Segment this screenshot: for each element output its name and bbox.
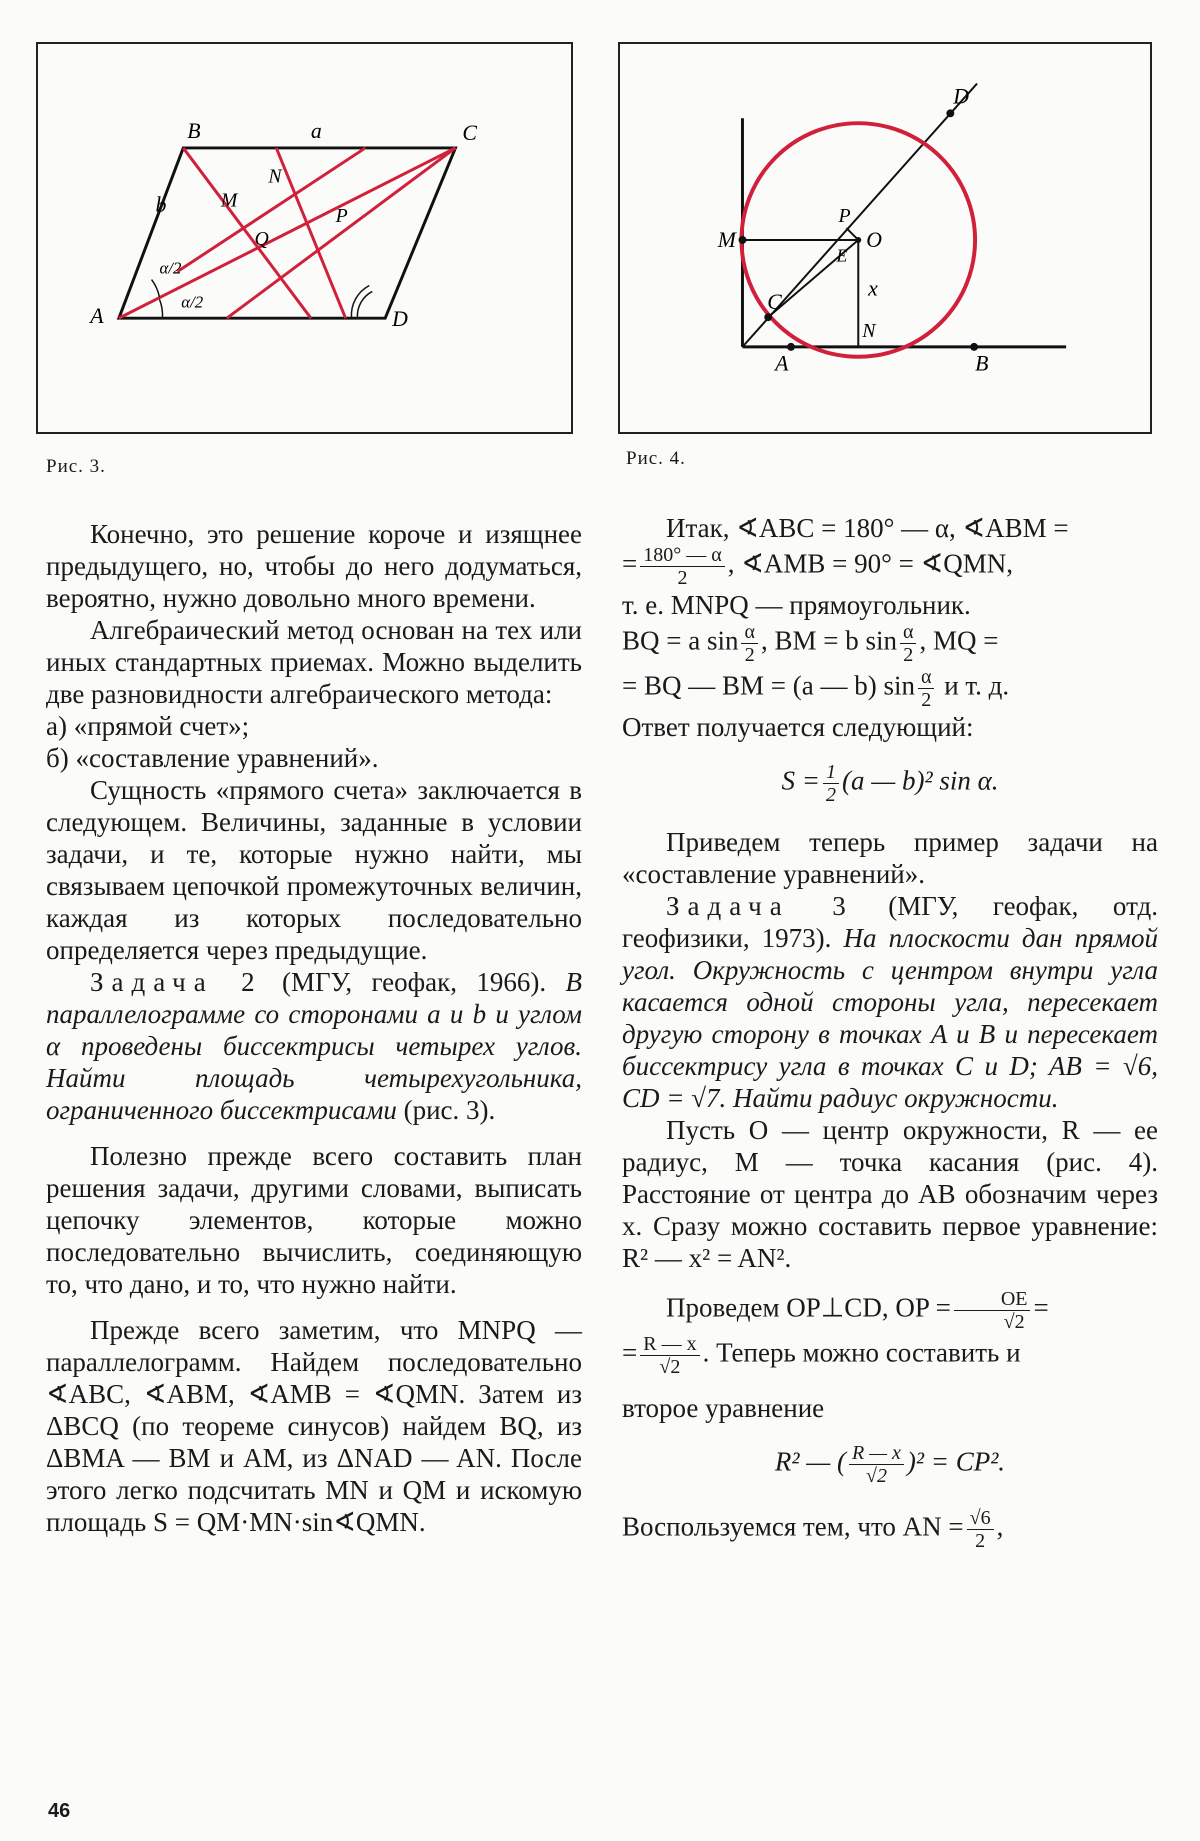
figure-4-caption: Рис. 4. xyxy=(626,448,686,469)
figure-3-drawing xyxy=(38,44,571,432)
label-B: B xyxy=(975,351,989,376)
task-3-source: (МГУ, геофак, отд. геофизики, 1973). xyxy=(622,891,1158,953)
list-item-a: а) «прямой счет»; xyxy=(46,711,250,741)
label-P: P xyxy=(838,205,851,228)
label-half2: α/2 xyxy=(181,292,204,312)
label-D: D xyxy=(953,84,970,109)
label-half1: α/2 xyxy=(159,258,182,278)
task-2 xyxy=(46,966,582,1126)
right-line-2: = $\frac{180^\circ — \alpha}{2}$ , ∢AMB = 90° = ∢QMN, xyxy=(622,544,1013,589)
label-A: A xyxy=(90,304,104,329)
right-column xyxy=(622,512,1158,1552)
list-item-b: б) «составление уравнений». xyxy=(46,743,379,773)
left-paragraph-3: Сущность «прямого счета» заключается в следующем. Величины, заданные в условии задачи, и те, которые нужно найти, мы связываем цепочкой промежуточных величин, каждая из которых последовательно определяется через предыдущие. xyxy=(46,775,582,965)
label-A: A xyxy=(775,351,789,376)
label-C: C xyxy=(767,290,782,315)
label-D: D xyxy=(392,307,408,332)
right-line-1: Итак, ∢ABC = 180° — α, ∢ABM = xyxy=(666,513,1069,543)
label-C: C xyxy=(462,121,477,146)
task-3-label: Задача 3 xyxy=(666,891,854,921)
left-paragraph-1: Конечно, это решение короче и изящнее предыдущего, но, чтобы до него додуматься, вероятно, нужно довольно много времени. xyxy=(46,519,582,613)
point-A xyxy=(787,343,795,351)
angle-arc-A1 xyxy=(152,280,160,298)
right-line-9: второе уравнение xyxy=(622,1393,825,1423)
task-2-label: Задача 2 xyxy=(90,967,263,997)
right-paragraph-3: Пусть O — центр окружности, R — ее радиус, M — точка касания (рис. 4). Расстояние от центра до AB обозначим через x. Сразу можно составить первое уравнение: R² — x² = AN². xyxy=(622,1115,1158,1273)
right-line-5: = BQ — BM = (a — b) sin $\frac{\alpha}{2}$ и т. д. xyxy=(622,666,1010,711)
task-2-ref: (рис. 3). xyxy=(403,1095,496,1125)
formula-cp: R² — ( $\frac{R — x}{√2}$ )² = CP². xyxy=(774,1442,1006,1487)
point-C xyxy=(764,313,772,321)
right-line-10: Воспользуемся тем, что AN = $\frac{√6}{2}$ , xyxy=(622,1507,1004,1552)
label-P: P xyxy=(335,205,348,228)
right-line-7: Проведем OP⊥CD, OP = $\frac{OE}{√2}$ = xyxy=(666,1288,1049,1333)
figure-4-drawing xyxy=(620,44,1150,432)
label-O: O xyxy=(866,227,882,252)
label-a: a xyxy=(310,119,322,144)
point-M xyxy=(739,236,747,244)
page-number: 46 xyxy=(48,1800,71,1822)
task-3 xyxy=(622,890,1158,1114)
label-M: M xyxy=(717,227,736,252)
point-B xyxy=(970,343,978,351)
right-line-8: = $\frac{R — x}{√2}$ . Теперь можно составить и xyxy=(622,1333,1021,1378)
label-b: b xyxy=(155,193,167,218)
label-M: M xyxy=(220,189,238,212)
label-B: B xyxy=(187,119,201,144)
point-D xyxy=(946,109,954,117)
task-2-source: (МГУ, геофак, 1966). xyxy=(282,967,547,997)
angle-arc-A2 xyxy=(159,299,162,318)
point-O xyxy=(855,237,861,243)
right-line-6: Ответ получается следующий: xyxy=(622,712,974,742)
label-N: N xyxy=(862,319,876,342)
right-line-3: т. е. MNPQ — прямоугольник. xyxy=(622,590,971,620)
left-paragraph-2: Алгебраический метод основан на тех или иных стандартных приемах. Можно выделить две разновидности алгебраического метода: xyxy=(46,615,582,709)
label-N: N xyxy=(268,165,282,188)
left-paragraph-4: Полезно прежде всего составить план решения задачи, другими словами, выписать цепочку элементов, которые можно последовательно вычислить, соединяющую то, что дано, и то, что нужно найти. xyxy=(46,1141,582,1299)
right-line-4: BQ = a sin $\frac{\alpha}{2}$ , BM = b sin $\frac{\alpha}{2}$ , MQ = xyxy=(622,621,999,666)
figure-4 xyxy=(618,42,1152,434)
label-x: x xyxy=(868,276,878,301)
figure-3-caption: Рис. 3. xyxy=(46,456,106,477)
label-E: E xyxy=(836,245,848,266)
task-2-text: В параллелограмме со сторонами a и b и углом α проведены биссектрисы четырех углов. Найти площадь четырехугольника, ограниченного биссектрисами xyxy=(46,967,583,1125)
formula-area: S = $\frac{1}{2}$ (a — b)² sin α. xyxy=(781,761,999,806)
label-Q: Q xyxy=(254,227,269,250)
left-paragraph-5: Прежде всего заметим, что MNPQ — параллелограмм. Найдем последовательно ∢ABC, ∢ABM, ∢AMB = ∢QMN. Затем из ΔBCQ (по теореме синусов) найдем BQ, из ΔBMA — BM и AM, из ΔNAD — AN. После этого легко подсчитать MN и QM и искомую площадь S = QM·MN·sin∢QMN. xyxy=(46,1315,582,1537)
right-paragraph-2: Приведем теперь пример задачи на «составление уравнений». xyxy=(622,827,1158,889)
task-3-text: На плоскости дан прямой угол. Окружность с центром внутри угла касается одной стороны угла, пересекает другую сторону в точках A и B и пересекает биссектрису угла в точках C и D; AB = √6, CD = √7. Найти радиус окружности. xyxy=(622,923,1159,1113)
figure-3 xyxy=(36,42,573,434)
left-column xyxy=(46,518,582,1538)
